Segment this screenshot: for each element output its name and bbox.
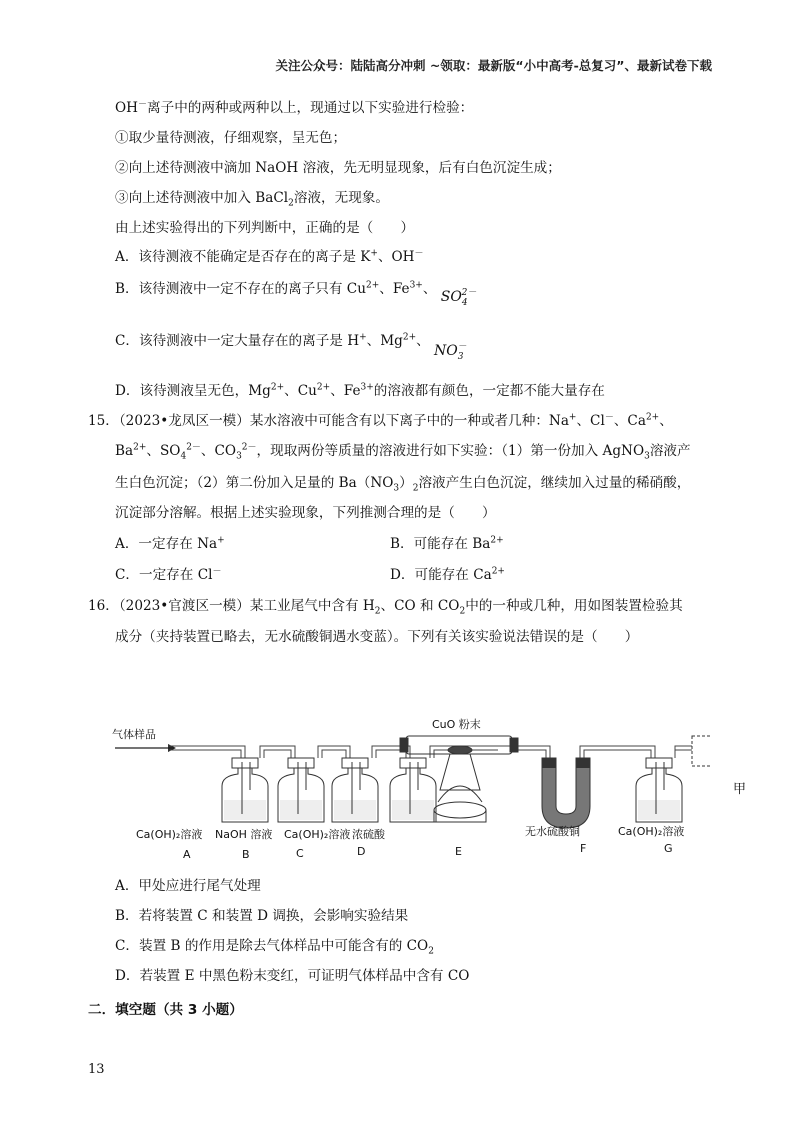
- apparatus-figure: [110, 710, 710, 870]
- page-header: 关注公众号：陆陆高分冲刺 ~领取：最新版“小中高考-总复习”、最新试卷下载: [275, 58, 712, 73]
- q16-option-d: D．若装置 E 中黑色粉末变红，可证明气体样品中含有 CO: [115, 968, 470, 984]
- q15-option-a: A．一定存在 Na+: [115, 535, 225, 552]
- q14-option-c: C．该待测液中一定大量存在的离子是 H+、$Mg^{2+}$、 $NO_3^-$: [115, 332, 467, 362]
- q14-step1: ①取少量待测液，仔细观察，呈无色；: [115, 130, 347, 146]
- fig-letter-b: B: [242, 848, 250, 861]
- q16-option-a: A．甲处应进行尾气处理: [115, 878, 261, 894]
- q15-line4: 沉淀部分溶解。根据上述实验现象，下列推测合理的是（ ）: [115, 505, 496, 521]
- fig-letter-d: D: [357, 845, 366, 858]
- u-tube-f: [542, 758, 590, 828]
- bottle-a: [222, 758, 268, 822]
- fig-letter-g: G: [664, 842, 673, 855]
- fig-gas-label: 气体样品: [112, 728, 156, 741]
- q15-option-c: C．一定存在 Cl－: [115, 566, 222, 583]
- fig-cuo-label: CuO 粉末: [432, 718, 481, 731]
- bottle-c: [332, 758, 378, 822]
- fig-letter-e: E: [455, 845, 462, 858]
- q15-line1: 15．（2023•龙凤区一模）某水溶液中可能含有以下离子中的一种或者几种：Na+、Cl－、$Ca^{2+}$、: [88, 412, 673, 429]
- fig-label-a: Ca(OH)₂溶液: [136, 828, 203, 841]
- q14-step2: ②向上述待测液中滴加 NaOH 溶液，先无明显现象，后有白色沉淀生成；: [115, 160, 561, 176]
- q14-option-d: D．该待测液呈无色，$Mg^{2+}$、$Cu^{2+}$、$Fe^{3+}$的溶液都有颜色，一定都不能大量存在: [115, 382, 605, 399]
- bottle-g: [636, 758, 682, 822]
- fig-label-b: NaOH 溶液: [215, 828, 273, 841]
- q16-option-c: C．装置 B 的作用是除去气体样品中可能含有的 $CO_2$: [115, 938, 434, 957]
- q15-line3: 生白色沉淀；（2）第二份加入足量的 $Ba(NO_3)_2$溶液产生白色沉淀，继续加入过量的稀硝酸，: [115, 475, 691, 494]
- q14-option-b: B．该待测液中一定不存在的离子只有 $Cu^{2+}$、$Fe^{3+}$、 $SO_4^{2-}$: [115, 280, 477, 308]
- fig-label-c: Ca(OH)₂溶液: [284, 828, 351, 841]
- q14-line1: OH－离子中的两种或两种以上，现通过以下实验进行检验：: [115, 99, 474, 116]
- q14-step3: ③向上述待测液中加入 BaCl$_2$溶液，无现象。: [115, 190, 389, 209]
- fig-letter-a: A: [183, 848, 191, 861]
- fig-letter-c: C: [296, 847, 304, 860]
- q16-line1: 16．（2023•官渡区一模）某工业尾气中含有 $H_2$、CO 和 $CO_2$中的一种或几种，用如图装置检验其: [88, 598, 683, 617]
- q14-stem: 由上述实验得出的下列判断中，正确的是（ ）: [115, 220, 415, 236]
- gas-arrow-head: [168, 744, 176, 752]
- bottle-d: [390, 758, 436, 822]
- q16-line2: 成分（夹持装置已略去，无水硫酸铜遇水变蓝）。下列有关该实验说法错误的是（ ）: [115, 629, 639, 645]
- q15-line2: $Ba^{2+}$、$SO_4^{2-}$、$CO_3^{2-}$，现取两份等质量的溶液进行如下实验：（1）第一份加入 AgNO$_3$溶液产: [115, 442, 691, 462]
- q15-option-b: B．可能存在 $Ba^{2+}$: [390, 535, 504, 552]
- fig-letter-f: F: [580, 842, 587, 855]
- q14-option-a: A．该待测液不能确定是否存在的离子是 K+、OH－: [115, 248, 424, 265]
- tail-gas-box: [692, 736, 710, 766]
- fig-label-d: 浓硫酸: [352, 828, 385, 841]
- q16-option-b: B．若将装置 C 和装置 D 调换，会影响实验结果: [115, 908, 409, 924]
- page-number: 13: [88, 1062, 105, 1077]
- fig-label-f: 无水硫酸铜: [525, 825, 580, 838]
- tubing: [168, 746, 245, 758]
- section-heading: 二．填空题（共 3 小题）: [88, 1002, 243, 1018]
- fig-jia-label: 甲: [733, 782, 747, 797]
- q15-option-d: D．可能存在 $Ca^{2+}$: [390, 566, 505, 583]
- fig-label-g: Ca(OH)₂溶液: [618, 825, 685, 838]
- bottle-b: [278, 758, 324, 822]
